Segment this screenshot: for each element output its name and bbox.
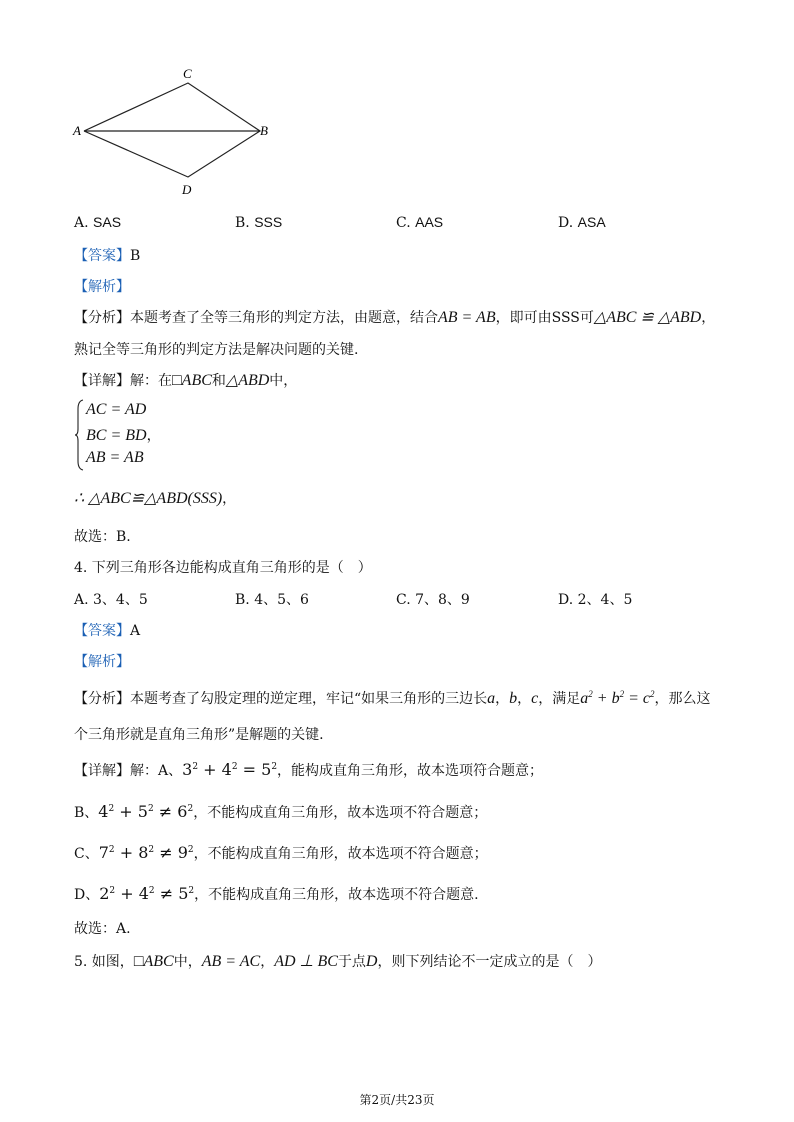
q4-line-d: D、$2^2 + 4^2 \ne 5^2$，不能构成直角三角形，故本选项不符合题意. [74, 884, 479, 903]
q3-fenxi: 【分析】本题考查了全等三角形的判定方法，由题意，结合AB = AB，即可由SSS可△ABC ≌ △ABD， [74, 309, 716, 326]
q4-stem: 4. 下列三角形各边能构成直角三角形的是（ ） [74, 560, 372, 576]
q3-option-a: A. SAS [74, 214, 122, 231]
q3-fenxi-line2: 熟记全等三角形的判定方法是解决问题的关键. [74, 342, 359, 358]
q4-fenxi: 【分析】本题考查了勾股定理的逆定理，牢记“如果三角形的三边长a，b，c，满足$a^2 + b^2 = c^2$，那么这 [74, 689, 711, 707]
q3-choose: 故选：B. [74, 529, 131, 545]
formula-pythagoras: $a^2 + b^2 = c^2$ [580, 689, 655, 707]
q4-analysis-tag: 【解析】 [74, 654, 130, 670]
page-footer: 第2页/共23页 [359, 1093, 435, 1107]
label-a: A [73, 123, 81, 138]
q5-stem: 5. 如图，□ABC中，AB = AC，AD ⊥ BC于点D，则下列结论不一定成立的是（ ） [74, 953, 602, 970]
system-eq-1: AC = AD [86, 401, 147, 418]
quadrilateral-figure [70, 64, 280, 200]
q4-line-b: B、$4^2 + 5^2 \ne 6^2$，不能构成直角三角形，故本选项不符合题意； [74, 802, 488, 821]
system-eq-2: BC = BD， [86, 427, 161, 444]
q4-xiangjie-a: 【详解】解：A、$3^2 + 4^2 = 5^2$，能构成直角三角形，故本选项符合题意； [74, 760, 544, 779]
q3-answer: 【答案】B [74, 248, 141, 264]
q3-analysis-tag: 【解析】 [74, 279, 130, 295]
label-d: D [182, 182, 192, 197]
q3-option-d: D. ASA [558, 214, 606, 231]
system-brace [74, 399, 84, 471]
q3-option-c: C. AAS [396, 214, 444, 231]
q4-choose: 故选：A. [74, 921, 131, 937]
q3-xiangjie: 【详解】解：在□ABC和△ABD中， [74, 372, 298, 389]
label-c: C [183, 66, 192, 81]
system-eq-3: AB = AB [86, 449, 144, 466]
q4-line-c: C、$7^2 + 8^2 \ne 9^2$，不能构成直角三角形，故本选项不符合题意； [74, 843, 488, 862]
q3-therefore: ∴ △ABC≌△ABD(SSS)， [74, 490, 237, 507]
q3-option-b: B. SSS [235, 214, 283, 231]
q4-option-c: C. 7、8、9 [396, 592, 470, 608]
q4-option-d: D. 2、4、5 [558, 592, 633, 608]
q4-fenxi-line2: 个三角形就是直角三角形”是解题的关键. [74, 727, 324, 743]
q4-option-a: A. 3、4、5 [74, 592, 148, 608]
q4-option-b: B. 4、5、6 [235, 592, 309, 608]
q4-answer: 【答案】A [74, 623, 141, 639]
label-b: B [260, 123, 268, 138]
